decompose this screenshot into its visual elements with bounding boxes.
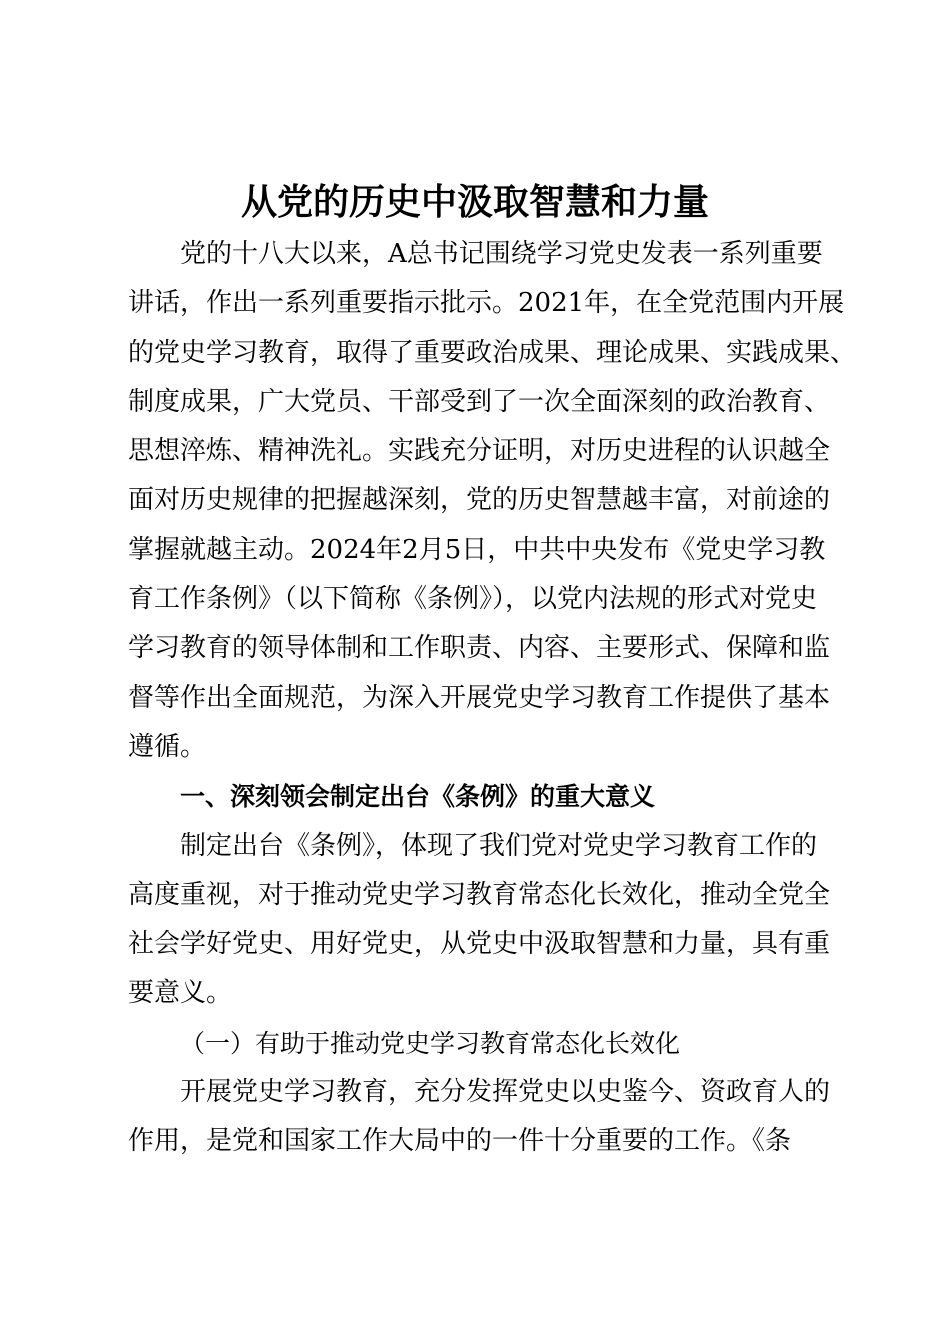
paragraph-line: 社会学好党史、用好党史，从党史中汲取智慧和力量，具有重 — [128, 929, 831, 960]
document-body — [128, 230, 857, 1167]
paragraph-line: 的党史学习教育，取得了重要政治成果、理论成果、实践成果、 — [128, 337, 857, 368]
paragraph-line: 开展党史学习教育，充分发挥党史以史鉴今、资政育人的 — [180, 1077, 831, 1108]
paragraph-line: 高度重视，对于推动党史学习教育常态化长效化，推动全党全 — [128, 879, 831, 910]
paragraph-line: 遵循。 — [128, 731, 207, 762]
paragraph-line: 制度成果，广大党员、干部受到了一次全面深刻的政治教育、 — [128, 386, 831, 417]
subsection-heading: （一）有助于推动党史学习教育常态化长效化 — [180, 1028, 681, 1058]
paragraph-line: 要意义。 — [128, 978, 233, 1009]
document-title: 从党的历史中汲取智慧和力量 — [240, 181, 709, 223]
paragraph-line: 思想淬炼、精神洗礼。实践充分证明，对历史进程的认识越全 — [128, 436, 831, 467]
section-heading: 一、深刻领会制定出台《条例》的重大意义 — [180, 782, 656, 812]
paragraph-line: 面对历史规律的把握越深刻，党的历史智慧越丰富，对前途的 — [128, 485, 831, 516]
paragraph-line: 育工作条例》（以下简称《条例》），以党内法规的形式对党史 — [128, 584, 818, 615]
paragraph-line: 讲话，作出一系列重要指示批示。2021年，在全党范围内开展 — [128, 288, 845, 319]
paragraph-line: 学习教育的领导体制和工作职责、内容、主要形式、保障和监 — [128, 633, 831, 664]
paragraph-line: 党的十八大以来，A总书记围绕学习党史发表一系列重要 — [180, 239, 823, 269]
paragraph-line: 制定出台《条例》，体现了我们党对党史学习教育工作的 — [180, 830, 818, 861]
paragraph-line: 督等作出全面规范，为深入开展党史学习教育工作提供了基本 — [128, 682, 831, 713]
paragraph-line: 作用，是党和国家工作大局中的一件十分重要的工作。《条 — [128, 1126, 792, 1157]
paragraph-line: 掌握就越主动。2024年2月5日，中共中央发布《党史学习教 — [128, 534, 826, 565]
